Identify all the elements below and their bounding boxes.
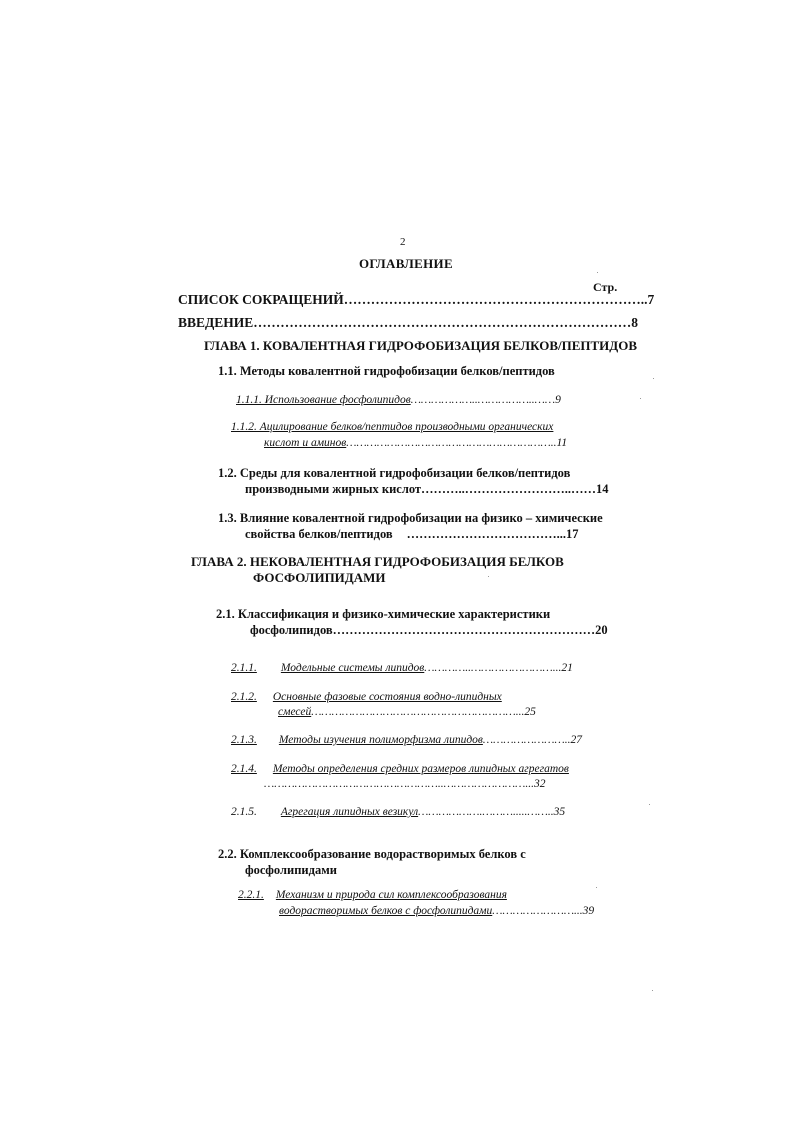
scan-speck: [596, 887, 597, 888]
scan-speck: [597, 272, 598, 273]
toc-subsection-2-1-2-line2: [278, 706, 536, 718]
toc-subsection-1-1-1: [236, 394, 561, 406]
toc-subsection-2-1-4-label: Методы определения средних размеров липидных агрегатов: [272, 763, 569, 775]
scan-speck: [640, 398, 641, 399]
toc-subsection-1-1-2-line1: 1.1.2. Ацилирование белков/пептидов производными органических: [231, 421, 554, 433]
toc-subsection-2-2-1-label-cont: водорастворимых белков с фосфолипидами: [279, 905, 493, 917]
toc-subsection-2-1-2-leader: ……………………………………………………...25: [311, 706, 536, 718]
toc-entry-abbreviations: СПИСОК СОКРАЩЕНИЙ…………………………………………………………..7: [178, 292, 655, 307]
toc-subsection-2-1-4-line2: ……………………………………………..……………………...32: [264, 778, 546, 790]
toc-section-2-2-line2: фосфолипидами: [245, 863, 337, 877]
toc-subsection-2-1-2-label: Основные фазовые состояния водно-липидных: [272, 691, 502, 703]
toc-section-1-3-label: свойства белков/пептидов: [245, 527, 393, 541]
toc-subsection-1-1-2-label: кислот и аминов: [264, 437, 347, 449]
toc-subsection-1-1-1-label: 1.1.1. Использование фосфолипидов: [236, 394, 411, 406]
toc-section-1-1: 1.1. Методы ковалентной гидрофобизации белков/пептидов: [218, 364, 555, 378]
toc-subsection-2-1-3-number: 2.1.3.: [231, 734, 257, 746]
toc-chapter-2-line2: ФОСФОЛИПИДАМИ: [253, 570, 386, 585]
toc-subsection-1-1-2-line2: [264, 437, 567, 449]
toc-subsection-2-1-1-leader: …………..……………………...21: [424, 662, 573, 674]
toc-subsection-2-1-2-line1: [231, 691, 502, 703]
toc-section-1-3-line1: 1.3. Влияние ковалентной гидрофобизации на физико – химические: [218, 511, 603, 525]
toc-section-1-2-line1: 1.2. Среды для ковалентной гидрофобизации белков/пептидов: [218, 466, 571, 480]
toc-subsection-2-1-5: [231, 806, 565, 818]
toc-subsection-1-1-2-leader: ……………………………………………………..11: [346, 437, 568, 449]
toc-subsection-2-1-3-label: Методы изучения полиморфизма липидов: [278, 734, 483, 746]
toc-subsection-2-1-1-number: 2.1.1.: [231, 662, 257, 674]
scan-speck: [488, 576, 489, 577]
toc-chapter-2-line1: ГЛАВА 2. НЕКОВАЛЕНТНАЯ ГИДРОФОБИЗАЦИЯ БЕЛКОВ: [191, 554, 564, 569]
toc-section-2-1-line2: фосфолипидов………………………………………………………20: [250, 623, 608, 637]
scan-speck: [652, 990, 653, 991]
toc-section-1-2-line2: производными жирных кислот………..……………………..……14: [245, 482, 609, 496]
toc-subsection-2-2-1-line2: [279, 905, 594, 917]
toc-section-2-2-line1: 2.2. Комплексообразование водорастворимых белков с: [218, 847, 526, 861]
toc-subsection-2-1-2-number: 2.1.2.: [231, 691, 257, 703]
toc-subsection-2-1-1-label: Модельные системы липидов: [280, 662, 425, 674]
toc-subsection-1-1-1-leader: ………………..……………..……9: [410, 394, 561, 406]
toc-subsection-2-2-1-leader: ……………………...39: [492, 905, 595, 917]
toc-subsection-2-1-5-label: Агрегация липидных везикул: [280, 806, 419, 818]
toc-chapter-1: ГЛАВА 1. КОВАЛЕНТНАЯ ГИДРОФОБИЗАЦИЯ БЕЛКОВ/ПЕПТИДОВ: [204, 338, 638, 353]
scan-speck: [649, 804, 650, 805]
toc-subsection-2-2-1-line1: [238, 889, 507, 901]
toc-subsection-2-1-1: [231, 662, 573, 674]
page-column-label: Стр.: [593, 280, 618, 294]
toc-title: ОГЛАВЛЕНИЕ: [359, 256, 453, 271]
toc-section-1-3-line2: [245, 527, 579, 542]
scan-speck: [653, 378, 654, 379]
toc-section-1-3-leader: ………………………………...17: [406, 527, 579, 541]
toc-section-2-1-line1: 2.1. Классификация и физико-химические характеристики: [216, 607, 551, 621]
toc-subsection-2-1-4-number: 2.1.4.: [231, 763, 257, 775]
toc-subsection-2-1-4-line1: [231, 763, 569, 775]
toc-subsection-2-1-5-number: 2.1.5.: [231, 806, 257, 818]
toc-subsection-2-1-5-leader: ……………….……….....……..35: [418, 806, 566, 818]
toc-subsection-2-1-2-label-cont: смесей: [278, 706, 312, 718]
toc-subsection-2-2-1-number: 2.2.1.: [238, 889, 264, 901]
toc-subsection-2-2-1-label: Механизм и природа сил комплексообразования: [275, 889, 507, 901]
toc-subsection-2-1-3: [231, 734, 582, 746]
toc-subsection-2-1-3-leader: ……………………..27: [482, 734, 582, 746]
toc-entry-introduction: ВВЕДЕНИЕ…………………………………………………………………………8: [178, 315, 639, 330]
page-number: 2: [400, 236, 406, 248]
